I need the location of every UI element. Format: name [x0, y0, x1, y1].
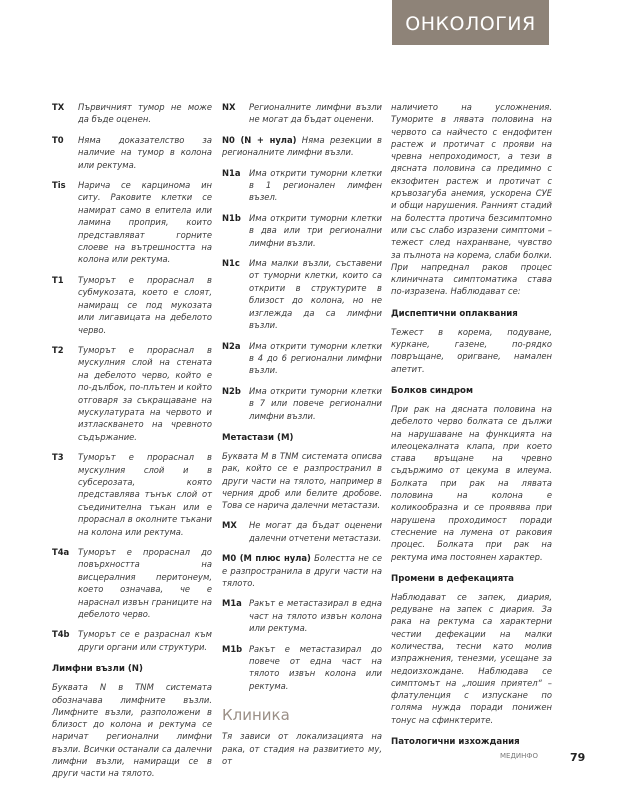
staging-text: Регионалните лимфни възли не могат да бъдат оценени.	[249, 102, 382, 125]
staging-entry-m1a	[222, 597, 382, 634]
staging-entry-tx	[52, 101, 212, 126]
staging-entry-m0-body	[222, 552, 382, 589]
metastasis-heading: Метастази (M)	[222, 432, 294, 443]
staging-text: Няма доказателство за наличие на тумор в колона или ректума.	[78, 134, 212, 170]
staging-text: Туморът е прораснал в мускулния слой и в субсерозата, която представлява тънък слой от съединителна тъкан или е прораснал в околните тъкани на колона или ректума.	[78, 452, 212, 537]
staging-text: Има открити туморни клетки в 1 регионален лимфен възел.	[249, 167, 382, 203]
clinic-paragraph: Тя зависи от локализацията на рака, от стадия на развитието му, от	[222, 731, 382, 766]
staging-code: M0 (M плюс нула)	[222, 553, 311, 564]
clinic-title: Клиника	[222, 706, 290, 725]
staging-entry-n1b	[222, 212, 382, 249]
defecation-heading: Промени в дефекацията	[391, 573, 514, 584]
staging-code: N2b	[222, 385, 241, 396]
staging-entry-t4b	[52, 628, 212, 653]
staging-text: Болестта не се е разпространила в други части на тялото.	[222, 553, 382, 589]
dyspepsia-paragraph: Тежест в корема, подуване, куркане, газене, по-рядко повръщане, оригване, намален апетит.	[391, 326, 552, 374]
staging-code: M1b	[222, 643, 243, 654]
staging-entry-tis	[52, 179, 212, 266]
staging-code: TX	[52, 102, 65, 112]
defecation-paragraph: Наблюдават се запек, диария, редуване на запек с диария. За рака на ректума са характерни честии дефекации на малки количества, тесни като молив изпражнения, тенезми, усещане за недоизхождане. Наблюдава се симптомът на „лошия приятел“ – флатуленция с изпускане по голяма нужда поради понижен тонус на сфинктерите.	[391, 591, 552, 725]
staging-code: T4a	[52, 547, 70, 557]
staging-code: MX	[222, 520, 237, 531]
staging-entry-n1a	[222, 167, 382, 204]
column-2	[222, 101, 382, 775]
staging-entry-t3	[52, 451, 212, 538]
staging-entry-m1b	[222, 643, 382, 693]
column-3	[391, 101, 552, 754]
staging-entry-n2a	[222, 340, 382, 377]
staging-text: Има малки възли, съставени от туморни клетки, които са открити в структурите в близост до колона, но не изглежда да са лимфни възли.	[249, 258, 382, 331]
staging-code: N1c	[222, 258, 240, 269]
staging-entry-mx	[222, 519, 382, 544]
staging-text: Туморът е прораснал в субмукозата, което е слоят, намиращ се под мукозата или лигавицата на дебелото черво.	[78, 274, 212, 335]
section-banner	[392, 0, 549, 45]
staging-entry-nx	[222, 101, 382, 126]
staging-code: T3	[52, 452, 64, 463]
page-number: 79	[570, 751, 586, 764]
staging-code: N2a	[222, 340, 241, 351]
pathological-heading: Патологични изхождания	[391, 737, 520, 748]
staging-text: Има открити туморни клетки в 7 или повече регионални лимфни възли.	[249, 385, 382, 421]
metastasis-paragraph: Буквата M в TNM системата описва рак, който се е разпространил в други части на тялото, например в черния дроб или белите дробове. Това се нарича далечни метастази.	[222, 450, 382, 511]
staging-entry-n1c	[222, 257, 382, 331]
staging-code: N0 (N + нула)	[222, 134, 297, 145]
staging-code: Tis	[52, 180, 66, 191]
staging-text: Нарича се карцинома ин ситу. Раковите клетки се намират само в епитела или ламина проприя, които представляват горните слоеве на вътрешността на колона или ректума.	[78, 180, 212, 265]
staging-code: T0	[52, 134, 64, 145]
staging-entry-m0	[222, 552, 382, 589]
staging-entry-n0	[222, 134, 382, 159]
section-label: ОНКОЛОГИЯ	[405, 13, 536, 35]
staging-code: T2	[52, 344, 64, 355]
staging-code: NX	[222, 102, 236, 112]
staging-code: N1b	[222, 212, 241, 223]
staging-entry-t2	[52, 344, 212, 443]
dyspepsia-heading: Диспептични оплаквания	[391, 308, 518, 319]
staging-code: N1a	[222, 167, 241, 178]
pain-paragraph: При рак на дясната половина на дебелото черво болката се дължи на нарушаване на функцията на илеоцекалната клапа, при което става връщане на чревно съдържимо от цекума в илеума. Болката при рак на лявата половина на колона е коликообразна и се проявява при нарушена проходимост поради стеснение на лумена от раковия процес. Болката при рак на ректума има постоянен характер.	[391, 403, 552, 562]
intro-paragraph: наличието на усложнения. Туморите в лявата половина на червото са найчесто с ендофитен растеж и протичат с прояви на чревна непроходимост, а тези в дясната половина са предимно с екзофитен растеж и протичат с кръвозагуба анемия, ускорена СУЕ и общи нарушения. Ранният стадий на болестта протича безсимптомно или със слабо изразени симптоми – тежест след нахранване, чувство за пълнота на корема, слаби болки. При напреднал раков процес клиничната симптоматика става по-изразена. Наблюдават се:	[391, 102, 552, 297]
staging-entry-n0-body	[222, 134, 382, 159]
staging-text: Туморът е прораснал до повърхността на висцералния перитонеум, което означава, че е нараснал извън границите на дебелото черво.	[78, 547, 212, 620]
staging-code: T4b	[52, 629, 70, 640]
staging-code: M1a	[222, 598, 242, 609]
lymph-nodes-paragraph: Буквата N в TNM системата обозначава лимфните възли. Лимфните възли, разположени в близост до колона и ректума се наричат регионални лимфни възли. Всички останали са далечни лимфни възли, намиращи се в други части на тялото.	[52, 682, 212, 779]
staging-text: Първичният тумор не може да бъде оценен.	[78, 102, 212, 125]
staging-code: T1	[52, 274, 64, 285]
pain-heading: Болков синдром	[391, 385, 473, 396]
staging-text: Няма резекции в регионалните лимфни възли.	[222, 134, 382, 158]
publication-name: МЕДИНФО	[500, 752, 538, 760]
staging-text: Туморът е прораснал в мускулния слой на стената на дебелото черво, който е по-дълбок, по-плътен и който отговаря за съкращаване на мускулатурата на червото и изтласкването на чревното съдържание.	[78, 344, 212, 442]
staging-entry-n2b	[222, 385, 382, 422]
staging-text: Има открити туморни клетки в два или три регионални лимфни възли.	[249, 212, 382, 248]
staging-entry-t1	[52, 274, 212, 336]
staging-entry-t4a	[52, 546, 212, 620]
staging-text: Туморът се е разраснал към други органи или структури.	[78, 629, 212, 652]
staging-text: Има открити туморни клетки в 4 до 6 регионални лимфни възли.	[249, 340, 382, 376]
column-1	[52, 101, 212, 788]
staging-text: Ракът е метастазирал в една част на тялото извън колона или ректума.	[249, 598, 382, 634]
staging-text: Ракът е метастазирал до повече от една част на тялото извън колона или ректума.	[249, 643, 382, 691]
staging-entry-t0	[52, 134, 212, 171]
lymph-nodes-heading: Лимфни възли (N)	[52, 664, 143, 675]
staging-text: Не могат да бъдат оценени далечни отчетени метастази.	[249, 520, 382, 543]
